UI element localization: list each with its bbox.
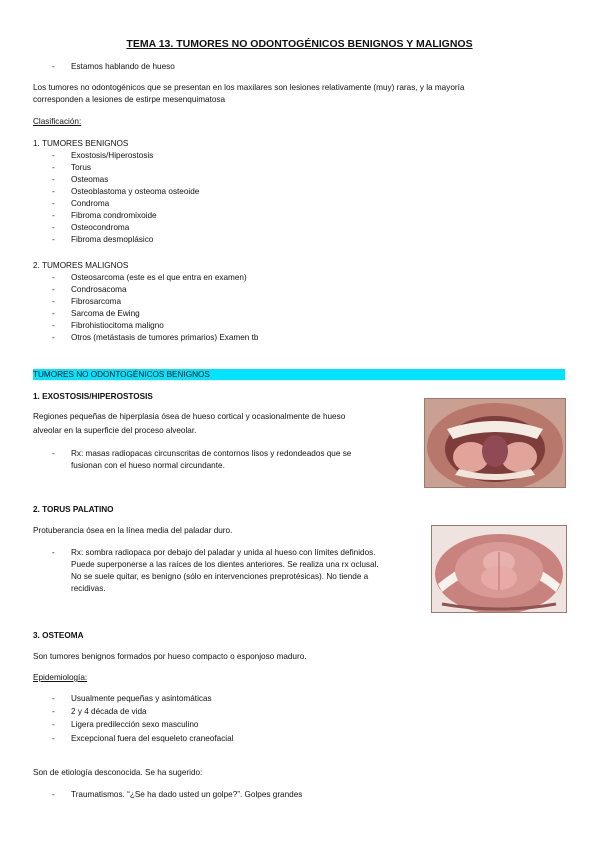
bullet-dash: - [52,285,55,294]
list-item: Osteocondroma [71,223,130,232]
bullet-dash: - [52,734,55,743]
list-item: Fibrosarcoma [71,297,122,306]
osteoma-text-line: Son tumores benignos formados por hueso compacto o esponjoso maduro. [33,652,307,661]
list-item: Osteosarcoma (este es el que entra en examen) [71,273,247,282]
bullet-dash: - [52,548,55,557]
list-item: Otros (metástasis de tumores primarios) Examen tb [71,333,259,342]
list-item: Usualmente pequeñas y asintomáticas [71,694,212,703]
epidemiology-heading: Epidemiología: [33,673,88,682]
list-item: Condroma [71,199,110,208]
trauma-item: Traumatismos. “¿Se ha dado usted un golpe?”. Golpes grandes [71,790,303,799]
malignant-heading: 2. TUMORES MALIGNOS [33,261,129,270]
exostosis-rx-line: fusionan con el hueso normal circundante. [71,461,225,470]
torus-clinical-photo [431,525,567,613]
bullet-dash: - [52,62,55,71]
bullet-dash: - [52,235,55,244]
exostosis-text-line: alveolar en la superficie del proceso alveolar. [33,426,197,435]
osteoma-heading: 3. OSTEOMA [33,631,84,640]
list-item: Osteomas [71,175,109,184]
bullet-dash: - [52,309,55,318]
classification-heading: Clasificación: [33,117,82,126]
exostosis-rx-line: Rx: masas radiopacas circunscritas de contornos lisos y redondeados que se [71,449,352,458]
bullet-dash: - [52,223,55,232]
page-title: TEMA 13. TUMORES NO ODONTOGÉNICOS BENIGNOS Y MALIGNOS [126,38,473,50]
bullet-dash: - [52,199,55,208]
torus-heading: 2. TORUS PALATINO [33,505,114,514]
list-item: Exostosis/Hiperostosis [71,151,154,160]
exostosis-text-line: Regiones pequeñas de hiperplasia ósea de hueso cortical y ocasionalmente de hueso [33,412,346,421]
etiology-text: Son de etiología desconocida. Se ha sugerido: [33,768,203,777]
bullet-dash: - [52,790,55,799]
exostosis-heading: 1. EXOSTOSIS/HIPEROSTOSIS [33,392,153,401]
list-item: Osteoblastoma y osteoma osteoide [71,187,200,196]
torus-rx-line: No se suele quitar, es benigno (sólo en intervenciones preprotésicas). No tiende a [71,572,369,581]
exostosis-clinical-photo [424,398,566,488]
section-banner: TUMORES NO ODONTOGÉNICOS BENIGNOS [33,370,210,379]
list-item: Condrosacoma [71,285,127,294]
list-item: Torus [71,163,92,172]
bullet-dash: - [52,449,55,458]
list-item: Fibroma desmoplásico [71,235,154,244]
list-item: Sarcoma de Ewing [71,309,140,318]
intro-bullet: Estamos hablando de hueso [71,62,175,71]
bullet-dash: - [52,163,55,172]
bullet-dash: - [52,707,55,716]
torus-rx-line: Puede superponerse a las raíces de los dientes anteriores. Se realiza una rx oclusal. [71,560,379,569]
bullet-dash: - [52,211,55,220]
bullet-dash: - [52,321,55,330]
benign-heading: 1. TUMORES BENIGNOS [33,139,129,148]
bullet-dash: - [52,297,55,306]
list-item: Excepcional fuera del esqueleto craneofacial [71,734,234,743]
torus-rx-line: recidivas. [71,584,106,593]
intro-paragraph-line: Los tumores no odontogénicos que se presentan en los maxilares son lesiones relativamente (muy) raras, y la mayoría [33,83,465,92]
bullet-dash: - [52,273,55,282]
list-item: 2 y 4 década de vida [71,707,147,716]
torus-text-line: Protuberancia ósea en la línea media del paladar duro. [33,526,233,535]
bullet-dash: - [52,333,55,342]
bullet-dash: - [52,694,55,703]
intro-paragraph-line: corresponden a lesiones de estirpe mesenquimatosa [33,95,226,104]
list-item: Fibroma condromixoide [71,211,157,220]
bullet-dash: - [52,151,55,160]
list-item: Ligera predilección sexo masculino [71,720,199,729]
bullet-dash: - [52,175,55,184]
bullet-dash: - [52,187,55,196]
list-item: Fibrohistiocitoma maligno [71,321,164,330]
torus-rx-line: Rx: sombra radiopaca por debajo del paladar y unida al hueso con límites definidos. [71,548,376,557]
bullet-dash: - [52,720,55,729]
